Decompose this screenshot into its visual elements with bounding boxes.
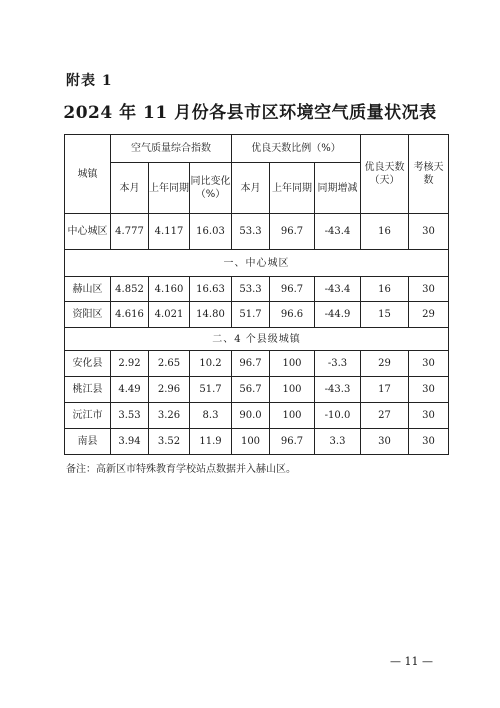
cell-good: 100 bbox=[232, 429, 270, 455]
cell-good: 51.7 bbox=[232, 302, 270, 328]
cell-aqi-last: 4.117 bbox=[149, 214, 190, 250]
section-header: 二、4 个县级城镇 bbox=[65, 328, 449, 351]
cell-aqi: 3.53 bbox=[111, 403, 149, 429]
cell-good-change: -43.3 bbox=[315, 377, 361, 403]
table-row bbox=[65, 214, 449, 250]
cell-aqi-yoy: 16.03 bbox=[190, 214, 232, 250]
cell-eval-days: 30 bbox=[409, 214, 449, 250]
cell-good-days: 17 bbox=[361, 377, 409, 403]
cell-good-days: 16 bbox=[361, 214, 409, 250]
cell-good-change: -43.4 bbox=[315, 277, 361, 302]
row-town: 桃江县 bbox=[65, 377, 111, 403]
cell-aqi: 4.49 bbox=[111, 377, 149, 403]
cell-good-days: 29 bbox=[361, 351, 409, 377]
cell-good-last: 96.6 bbox=[270, 302, 315, 328]
header-good-days: 优良天数（天） bbox=[361, 135, 409, 214]
subheader-yoy: 同比变化（%） bbox=[190, 163, 232, 214]
document-title: 2024 年 11 月份各县市区环境空气质量状况表 bbox=[63, 103, 437, 123]
row-town: 安化县 bbox=[65, 351, 111, 377]
cell-good-days: 30 bbox=[361, 429, 409, 455]
subheader-this-month: 本月 bbox=[232, 163, 270, 214]
table-row bbox=[65, 351, 449, 377]
cell-good: 90.0 bbox=[232, 403, 270, 429]
cell-good-last: 100 bbox=[270, 377, 315, 403]
header-eval-days: 考核天数 bbox=[409, 135, 449, 214]
cell-aqi-last: 3.52 bbox=[149, 429, 190, 455]
cell-good-change: -10.0 bbox=[315, 403, 361, 429]
cell-aqi: 4.852 bbox=[111, 277, 149, 302]
header-aqi-group: 空气质量综合指数 bbox=[111, 135, 232, 163]
cell-eval-days: 30 bbox=[409, 377, 449, 403]
table-row bbox=[65, 429, 449, 455]
cell-good-change: -43.4 bbox=[315, 214, 361, 250]
cell-aqi-yoy: 51.7 bbox=[190, 377, 232, 403]
subheader-last-year: 上年同期 bbox=[149, 163, 190, 214]
cell-good-last: 100 bbox=[270, 403, 315, 429]
cell-good-days: 27 bbox=[361, 403, 409, 429]
cell-eval-days: 30 bbox=[409, 277, 449, 302]
cell-aqi: 4.777 bbox=[111, 214, 149, 250]
page-number: — 11 — bbox=[390, 655, 433, 668]
cell-aqi-yoy: 11.9 bbox=[190, 429, 232, 455]
cell-aqi-last: 3.26 bbox=[149, 403, 190, 429]
cell-eval-days: 30 bbox=[409, 403, 449, 429]
cell-good-days: 15 bbox=[361, 302, 409, 328]
cell-good-last: 96.7 bbox=[270, 429, 315, 455]
row-town: 资阳区 bbox=[65, 302, 111, 328]
air-quality-table bbox=[64, 134, 449, 455]
row-town: 赫山区 bbox=[65, 277, 111, 302]
subheader-this-month: 本月 bbox=[111, 163, 149, 214]
cell-aqi-last: 2.96 bbox=[149, 377, 190, 403]
table-row bbox=[65, 377, 449, 403]
cell-good-change: 3.3 bbox=[315, 429, 361, 455]
table-row bbox=[65, 277, 449, 302]
header-town: 城镇 bbox=[65, 135, 111, 214]
cell-good-last: 96.7 bbox=[270, 277, 315, 302]
cell-aqi-yoy: 16.63 bbox=[190, 277, 232, 302]
table-row bbox=[65, 302, 449, 328]
cell-good-change: -44.9 bbox=[315, 302, 361, 328]
cell-good: 96.7 bbox=[232, 351, 270, 377]
subheader-change: 同期增减 bbox=[315, 163, 361, 214]
row-town: 南县 bbox=[65, 429, 111, 455]
table-row bbox=[65, 403, 449, 429]
cell-aqi-yoy: 10.2 bbox=[190, 351, 232, 377]
cell-good-last: 100 bbox=[270, 351, 315, 377]
cell-eval-days: 30 bbox=[409, 429, 449, 455]
cell-eval-days: 30 bbox=[409, 351, 449, 377]
cell-good: 53.3 bbox=[232, 214, 270, 250]
row-town: 中心城区 bbox=[65, 214, 111, 250]
cell-aqi: 2.92 bbox=[111, 351, 149, 377]
cell-good: 53.3 bbox=[232, 277, 270, 302]
cell-aqi-last: 4.160 bbox=[149, 277, 190, 302]
subheader-last-year: 上年同期 bbox=[270, 163, 315, 214]
cell-aqi-last: 2.65 bbox=[149, 351, 190, 377]
cell-aqi: 4.616 bbox=[111, 302, 149, 328]
section-header: 一、中心城区 bbox=[65, 250, 449, 277]
header-good-ratio-group: 优良天数比例（%） bbox=[232, 135, 361, 163]
appendix-label: 附表 1 bbox=[66, 73, 113, 89]
row-town: 沅江市 bbox=[65, 403, 111, 429]
cell-aqi: 3.94 bbox=[111, 429, 149, 455]
cell-aqi-last: 4.021 bbox=[149, 302, 190, 328]
table-note: 备注：高新区市特殊教育学校站点数据并入赫山区。 bbox=[66, 464, 296, 475]
cell-good-days: 16 bbox=[361, 277, 409, 302]
cell-good: 56.7 bbox=[232, 377, 270, 403]
cell-good-change: -3.3 bbox=[315, 351, 361, 377]
cell-good-last: 96.7 bbox=[270, 214, 315, 250]
cell-aqi-yoy: 14.80 bbox=[190, 302, 232, 328]
cell-aqi-yoy: 8.3 bbox=[190, 403, 232, 429]
cell-eval-days: 29 bbox=[409, 302, 449, 328]
